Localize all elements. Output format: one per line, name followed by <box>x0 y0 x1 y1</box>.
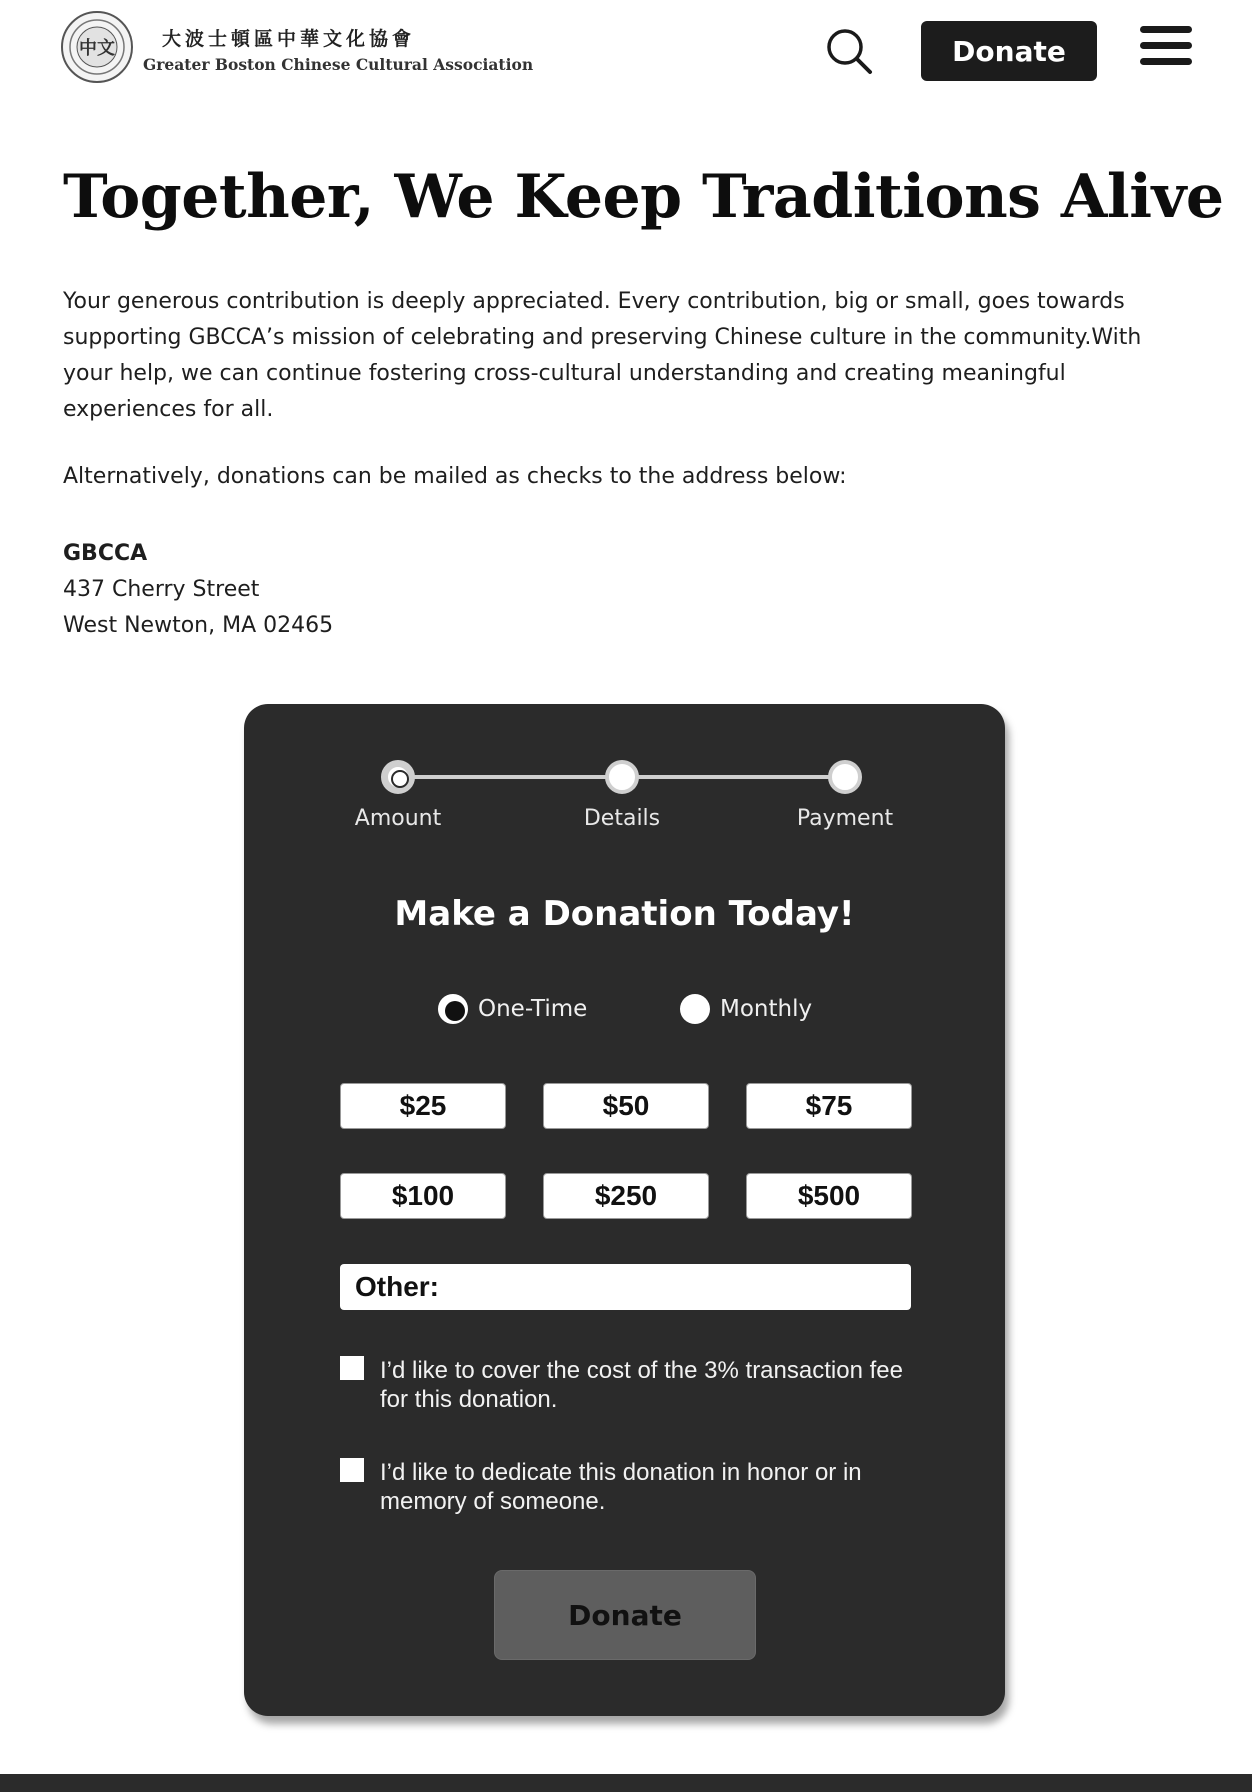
donation-card <box>244 704 1005 1716</box>
amount-button-250[interactable]: $250 <box>543 1173 709 1219</box>
step-dot-payment[interactable] <box>828 760 862 794</box>
amount-button-25[interactable]: $25 <box>340 1083 506 1129</box>
intro-paragraph: Your generous contribution is deeply appreciated. Every contribution, big or small, goes towards supporting GBCCA’s mission of celebrating and preserving Chinese culture in the community.With your help, we can continue fostering cross-cultural understanding and creating meaningful experiences for all. <box>63 289 1142 422</box>
fee-option-row[interactable] <box>340 1356 911 1414</box>
submit-donate-button[interactable]: Donate <box>494 1570 756 1660</box>
fee-option-label: I’d like to cover the cost of the 3% transaction fee for this donation. <box>380 1357 903 1413</box>
address-org: GBCCA <box>63 541 148 566</box>
search-icon <box>824 26 874 76</box>
amount-button-100[interactable]: $100 <box>340 1173 506 1219</box>
fee-checkbox[interactable] <box>340 1356 364 1380</box>
step-dot-amount[interactable] <box>381 760 415 794</box>
other-amount-label: Other: <box>355 1271 439 1302</box>
radio-one-time[interactable] <box>438 992 587 1026</box>
gbcca-seal-icon <box>60 10 134 84</box>
step-label-payment: Payment <box>796 806 894 831</box>
logo-chinese-name: 大波士頓區中華文化協會 <box>162 28 416 50</box>
step-label-amount: Amount <box>354 806 442 831</box>
radio-monthly[interactable] <box>680 992 812 1026</box>
other-amount-input[interactable] <box>447 1267 911 1307</box>
step-label-details: Details <box>583 806 661 831</box>
address-city: West Newton, MA 02465 <box>63 613 334 638</box>
step-dot-details[interactable] <box>605 760 639 794</box>
radio-unchecked-icon <box>680 994 710 1024</box>
amount-button-50[interactable]: $50 <box>543 1083 709 1129</box>
logo-english-name: Greater Boston Chinese Cultural Association <box>143 55 534 74</box>
footer-bar <box>0 1774 1252 1792</box>
amount-button-75[interactable]: $75 <box>746 1083 912 1129</box>
radio-one-time-label: One-Time <box>478 996 588 1022</box>
header-donate-button[interactable]: Donate <box>921 21 1097 81</box>
address-street: 437 Cherry Street <box>63 577 260 602</box>
search-button[interactable] <box>824 26 874 76</box>
gbcca-logo[interactable] <box>60 10 134 84</box>
amount-button-500[interactable]: $500 <box>746 1173 912 1219</box>
radio-checked-icon <box>438 994 468 1024</box>
menu-button[interactable] <box>1140 26 1192 74</box>
dedicate-option-label: I’d like to dedicate this donation in honor or in memory of someone. <box>380 1459 862 1515</box>
site-header <box>0 0 1252 104</box>
donation-form-title: Make a Donation Today! <box>394 894 855 934</box>
other-amount-field[interactable] <box>340 1264 911 1310</box>
radio-monthly-label: Monthly <box>720 996 813 1022</box>
dedicate-option-row[interactable] <box>340 1458 911 1516</box>
hamburger-menu-icon <box>1140 26 1192 33</box>
dedicate-checkbox[interactable] <box>340 1458 364 1482</box>
mail-instructions: Alternatively, donations can be mailed as checks to the address below: <box>63 464 847 489</box>
page-title: Together, We Keep Traditions Alive <box>63 162 1224 232</box>
mailing-address <box>63 536 333 644</box>
svg-text:中文: 中文 <box>79 38 115 59</box>
